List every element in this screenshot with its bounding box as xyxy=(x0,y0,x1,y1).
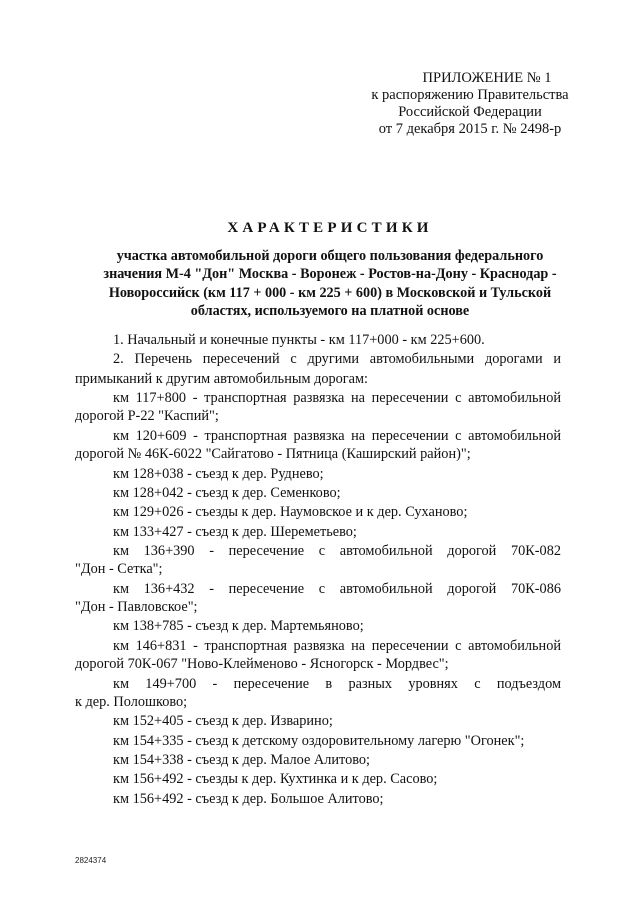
list-entry-16: км 156+492 - съезд к дер. Большое Алитово; xyxy=(113,790,384,807)
document-heading xyxy=(60,219,600,320)
list-entry-5: км 129+026 - съезды к дер. Наумовское и к дер. Суханово; xyxy=(113,504,468,521)
document-subtitle xyxy=(60,247,600,320)
list-entry-3: км 128+038 - съезд к дер. Руднево; xyxy=(113,465,324,482)
document-body xyxy=(75,331,561,809)
appendix-header xyxy=(330,70,610,138)
appendix-line-3: от 7 декабря 2015 г. № 2498-р xyxy=(378,121,562,137)
appendix-line-1: к распоряжению Правительства xyxy=(371,87,569,103)
list-entry-7-line-1: км 136+390 - пересечение с автомобильной дорогой 70К-082 xyxy=(113,543,561,560)
subtitle-line-4: областях, используемого на платной основе xyxy=(190,302,470,319)
list-entry-12: км 152+405 - съезд к дер. Изварино; xyxy=(113,713,333,730)
list-entry-7-line-2: "Дон - Сетка"; xyxy=(75,561,163,578)
list-entry-4: км 128+042 - съезд к дер. Семенково; xyxy=(113,484,341,501)
list-entry-14: км 154+338 - съезд к дер. Малое Алитово; xyxy=(113,752,371,769)
list-entry-13: км 154+335 - съезд к детскому оздоровительному лагерю "Огонек"; xyxy=(113,732,525,749)
document-title: ХАРАКТЕРИСТИКИ xyxy=(227,220,433,236)
list-entry-11-line-1: км 149+700 - пересечение в разных уровнях с подъездом xyxy=(113,675,561,692)
subtitle-line-1: участка автомобильной дороги общего пользования федерального xyxy=(116,248,544,264)
list-entry-11-line-2: к дер. Полошково; xyxy=(75,693,188,710)
document-code: 2824374 xyxy=(75,856,107,865)
item-2-line-1: 2. Перечень пересечений с другими автомобильными дорогами и xyxy=(113,351,561,368)
subtitle-line-2: значения М-4 "Дон" Москва - Воронеж - Ростов-на-Дону - Краснодар - xyxy=(103,266,557,283)
list-entry-10-line-1: км 146+831 - транспортная развязка на пересечении с автомобильной xyxy=(113,637,561,654)
list-entry-10-line-2: дорогой 70К-067 "Ново-Клейменово - Ясногорск - Мордвес"; xyxy=(75,656,449,673)
list-entry-8-line-2: "Дон - Павловское"; xyxy=(75,599,198,616)
list-entry-1-line-1: км 117+800 - транспортная развязка на пересечении с автомобильной xyxy=(113,390,561,407)
appendix-title: ПРИЛОЖЕНИЕ № 1 xyxy=(422,70,552,86)
list-entry-8-line-1: км 136+432 - пересечение с автомобильной дорогой 70К-086 xyxy=(113,580,561,597)
list-entry-15: км 156+492 - съезды к дер. Кухтинка и к дер. Сасово; xyxy=(113,771,438,788)
list-entry-1-line-2: дорогой Р-22 "Каспий"; xyxy=(75,408,219,425)
subtitle-line-3: Новороссийск (км 117 + 000 - км 225 + 600) в Московской и Тульской xyxy=(108,284,552,301)
item-2-line-2: примыканий к другим автомобильным дорогам: xyxy=(75,370,369,387)
list-entry-2-line-1: км 120+609 - транспортная развязка на пересечении с автомобильной xyxy=(113,427,561,444)
item-1-start-end-points: 1. Начальный и конечные пункты - км 117+000 - км 225+600. xyxy=(113,332,485,348)
list-entry-9: км 138+785 - съезд к дер. Мартемьяново; xyxy=(113,618,364,635)
list-entry-2-line-2: дорогой № 46К-6022 "Сайгатово - Пятница (Каширский район)"; xyxy=(75,446,471,463)
list-entry-6: км 133+427 - съезд к дер. Шереметьево; xyxy=(113,523,357,540)
appendix-line-2: Российской Федерации xyxy=(398,104,542,120)
